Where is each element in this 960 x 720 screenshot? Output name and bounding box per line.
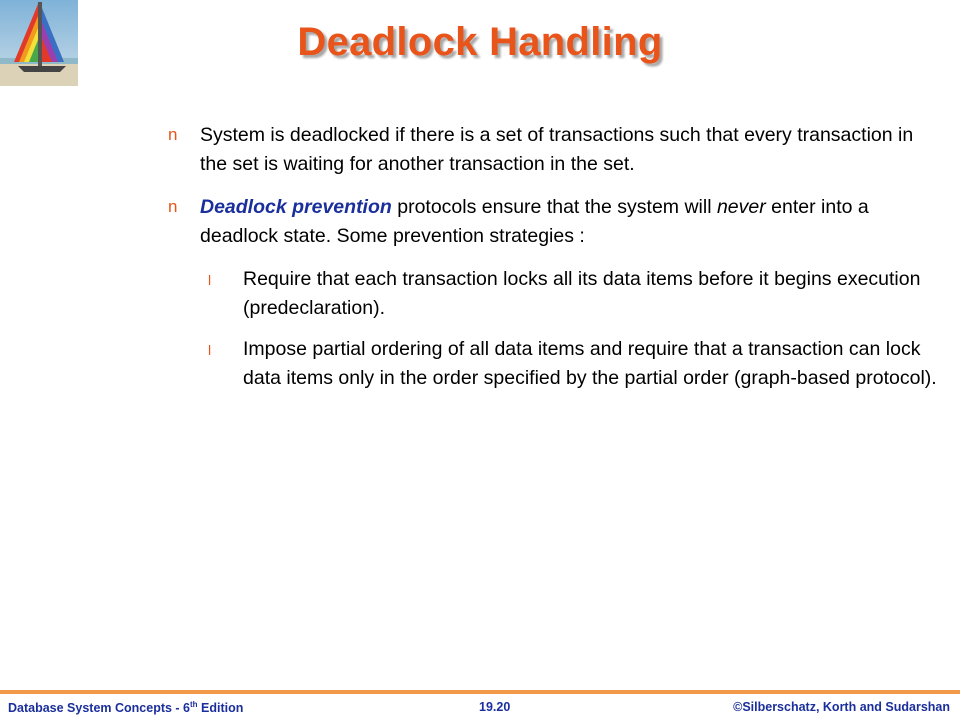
bullet-marker: n <box>168 197 178 216</box>
footer-page-number: 19.20 <box>479 700 511 714</box>
footer-divider <box>0 690 960 694</box>
subbullet-item <box>168 335 938 393</box>
bullet-text: protocols ensure that the system will <box>391 196 717 218</box>
bullet-marker: n <box>168 125 178 144</box>
subbullet-item <box>168 265 938 323</box>
footer-edition-sup: th <box>190 700 198 709</box>
footer-copyright: ©Silberschatz, Korth and Sudarshan <box>733 700 950 714</box>
subbullet-text: Impose partial ordering of all data items and require that a transaction can lock data items only in the order specified by the partial order (graph-based protocol). <box>243 338 937 389</box>
slide-content <box>168 121 938 405</box>
footer-edition: Edition <box>197 701 244 716</box>
subbullet-text: Require that each transaction locks all its data items before it begins execution (predeclaration). <box>243 268 921 319</box>
bullet-text: enter into a deadlock state. Some prevention strategies : <box>200 196 869 247</box>
subbullet-marker: l <box>208 272 212 288</box>
bullet-item <box>168 193 938 251</box>
subbullet-marker: l <box>208 342 212 358</box>
bullet-item <box>168 121 938 179</box>
slide-title: Deadlock Handling <box>297 20 663 64</box>
bullet-italic: never <box>716 196 766 218</box>
bullet-emphasis: Deadlock prevention <box>200 196 392 218</box>
footer-book-title <box>8 700 243 715</box>
footer-book: Database System Concepts - 6 <box>8 701 191 716</box>
bullet-text: System is deadlocked if there is a set of transactions such that every transaction in the set is waiting for another transaction in the set. <box>200 124 914 175</box>
